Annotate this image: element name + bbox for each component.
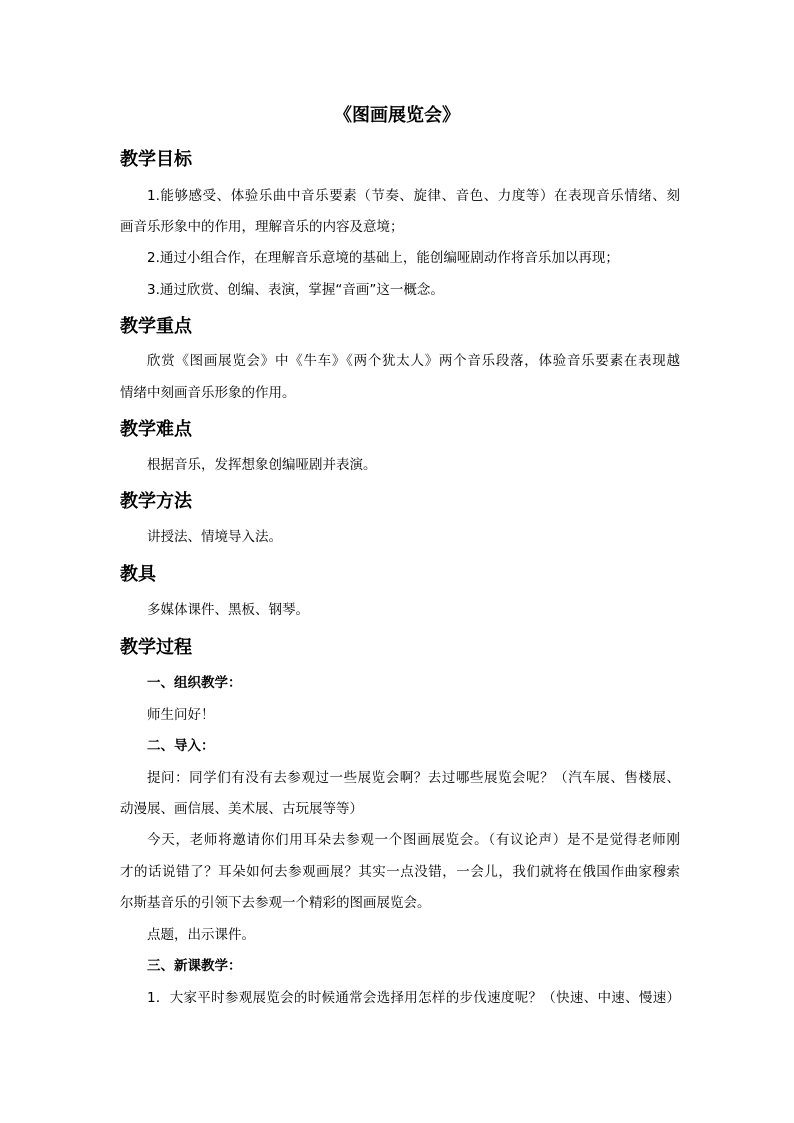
section-heading-key-points: 教学重点 <box>120 316 192 337</box>
key-points-line-1: 欣赏《图画展览会》中《牛车》《两个犹太人》两个音乐段落，体验音乐要素在表现越 <box>147 353 680 369</box>
process-step-3-title: 三、新课教学： <box>147 958 242 974</box>
section-heading-process: 教学过程 <box>120 637 192 658</box>
section-heading-objectives: 教学目标 <box>120 149 192 170</box>
objective-1-line-2: 画音乐形象中的作用，理解音乐的内容及意境； <box>120 219 404 235</box>
section-heading-difficulties: 教学难点 <box>120 419 192 440</box>
section-heading-tools: 教具 <box>120 564 156 585</box>
process-step-3-line-1: 1．大家平时参观展览会的时候通常会选择用怎样的步伐速度呢？（快速、中速、慢速） <box>147 990 680 1006</box>
process-step-2-title: 二、导入： <box>147 738 215 754</box>
process-step-2-para-2-line-1: 今天，老师将邀请你们用耳朵去参观一个图画展览会。（有议论声）是不是觉得老师刚 <box>147 832 680 848</box>
process-step-1-text: 师生问好！ <box>147 707 215 723</box>
document-title: 《图画展览会》 <box>334 105 460 126</box>
process-step-2-para-1-line-1: 提问：同学们有没有去参观过一些展览会啊？去过哪些展览会呢？（汽车展、售楼展、 <box>147 770 680 786</box>
process-step-2-para-1-line-2: 动漫展、画信展、美术展、古玩展等等） <box>120 801 363 817</box>
objective-2: 2.通过小组合作，在理解音乐意境的基础上，能创编哑剧动作将音乐加以再现； <box>147 250 619 266</box>
key-points-line-2: 情绪中刻画音乐形象的作用。 <box>120 385 296 401</box>
tools-text: 多媒体课件、黑板、钢琴。 <box>147 602 309 618</box>
section-heading-methods: 教学方法 <box>120 491 192 512</box>
process-step-1-title: 一、组织教学： <box>147 675 242 691</box>
difficulties-text: 根据音乐，发挥想象创编哑剧并表演。 <box>147 457 377 473</box>
objective-1-line-1: 1.能够感受、体验乐曲中音乐要素（节奏、旋律、音色、力度等）在表现音乐情绪、刻 <box>147 188 680 204</box>
objective-3: 3.通过欣赏、创编、表演，掌握“音画”这一概念。 <box>147 282 444 298</box>
methods-text: 讲授法、情境导入法。 <box>147 529 282 545</box>
process-step-2-para-2-line-2: 才的话说错了？耳朵如何去参观画展？其实一点没错，一会儿，我们就将在俄国作曲家穆索 <box>120 864 680 880</box>
process-step-2-para-2-line-3: 尔斯基音乐的引领下去参观一个精彩的图画展览会。 <box>120 895 431 911</box>
process-step-2-para-3: 点题，出示课件。 <box>147 927 255 943</box>
